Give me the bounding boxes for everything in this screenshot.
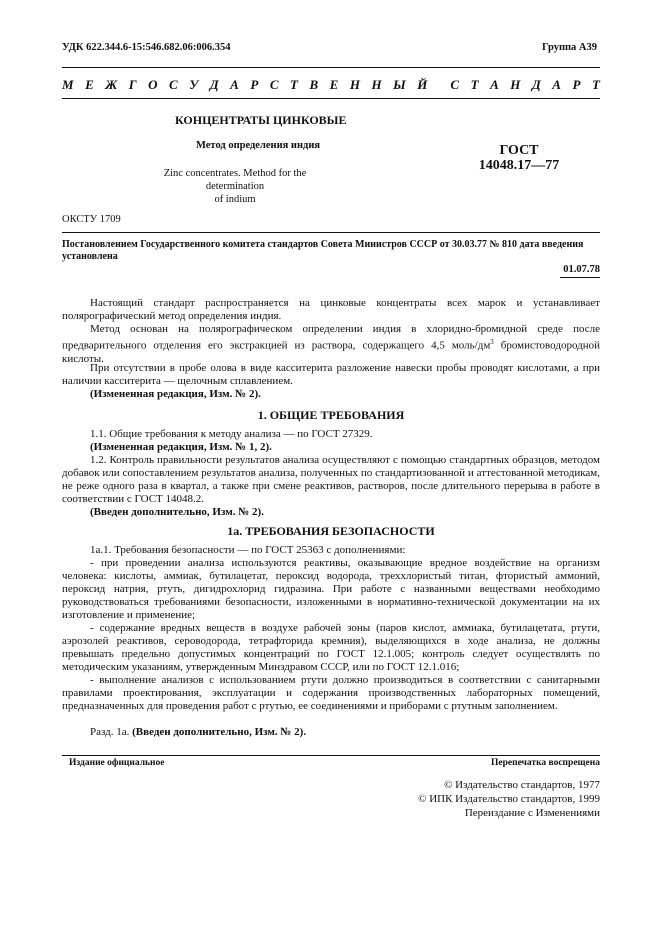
group-code: Группа А39 (541, 42, 597, 53)
bullet-item: - выполнение анализов с использованием ртути должно производиться в соответствии с санитарными правилами проектирования, эксплуатации и содержания производственных лабораторных помещений, предназначенных для проведения работ с ртутью, ее соединениями и приборами с ртутным заполнением. (62, 674, 600, 712)
revision-note: (Введен дополнительно, Изм. № 2). (132, 726, 307, 738)
banner-letter: О (148, 77, 158, 92)
english-title-line: of indium (214, 194, 256, 205)
banner-letter: Ж (105, 77, 118, 92)
english-title-line: Zinc concentrates. Method for the determination (163, 168, 307, 192)
document-title: КОНЦЕНТРАТЫ ЦИНКОВЫЕ (175, 113, 347, 127)
introduction-date: 01.07.78 (563, 264, 600, 275)
interstate-standard-banner (62, 77, 600, 93)
banner-letter: В (309, 77, 319, 92)
section-heading: 1. ОБЩИЕ ТРЕБОВАНИЯ (257, 408, 405, 422)
banner-letter: Т (591, 77, 600, 92)
banner-letter: Т (470, 77, 479, 92)
banner-letter: Т (290, 77, 298, 92)
divider (62, 67, 600, 68)
banner-letter: М (62, 77, 74, 92)
banner-letter: Е (329, 77, 339, 92)
banner-letter: Р (572, 77, 581, 92)
gost-number (474, 143, 564, 173)
intro-paragraph (62, 323, 600, 366)
copyright-block (418, 778, 600, 820)
date-underline (560, 277, 600, 278)
bullet-item: - при проведении анализа используются реактивы, оказывающие вредное воздействие на организм человека: кислоты, аммиак, бутилацетат, пероксид водорода, треххлористый титан, фтористый аммоний, пероксид натрия, ртуть, дигидрохлорид гидразина. При работе с названными веществами необходимо руководствоваться требованиями безопасности, изложенными в нормативно-технической документации на их изготовление и применение; (62, 557, 600, 621)
method-subtitle: Метод определения индия (196, 140, 321, 151)
udk-code: УДК 622.344.6-15:546.682.06:006.354 (62, 42, 231, 53)
gost-label: ГОСТ (499, 143, 539, 158)
section-heading: 1а. ТРЕБОВАНИЯ БЕЗОПАСНОСТИ (227, 524, 435, 538)
banner-letter: Р (250, 77, 259, 92)
intro-paragraph: Настоящий стандарт распространяется на цинковые концентраты всех марок и устанавливает полярографический метод определения индия. (62, 297, 600, 322)
copyright-line: © Издательство стандартов, 1977 (444, 779, 600, 791)
banner-letter: А (230, 77, 239, 92)
clause: 1.1. Общие требования к методу анализа — по ГОСТ 27329. (90, 428, 373, 440)
banner-letter: А (552, 77, 561, 92)
banner-letter: Н (349, 77, 360, 92)
reprint-notice: Перепечатка воспрещена (490, 758, 600, 768)
banner-letter: А (490, 77, 499, 92)
clause: 1.2. Контроль правильности результатов анализа осуществляют с помощью стандартных образцов, методом добавок или сопоставлением результатов анализа, полученных по стандартизованной и аттестованной методикам, не реже одного раза в квартал, а также при смене реактивов, растворов, после длительного перерыва в работе в соответствии с ГОСТ 14048.2. (62, 454, 600, 505)
section-reference (62, 726, 600, 739)
superscript: 3 (490, 338, 494, 346)
banner-letter: Г (128, 77, 137, 92)
divider (62, 98, 600, 99)
text-run: Метод основан на полярографическом определении индия в хлоридно-бромидной среде после предварительного отделения его экстракцией из раствора, содержащего 4,5 моль/дм (62, 323, 600, 352)
banner-letter: У (189, 77, 199, 92)
divider (62, 232, 600, 233)
text-run: бромистоводородной кислоты. (62, 339, 601, 365)
revision-note: (Измененная редакция, Изм. № 2). (90, 388, 261, 400)
divider (62, 755, 600, 756)
bullet-item: - содержание вредных веществ в воздухе рабочей зоны (паров кислот, аммиака, бутилацетата, ртути, аэрозолей реактивов, сероводорода, тетрафторида кремния), выделяющихся в ходе анализа, не должны превышать предельно допустимых концентраций по ГОСТ 12.1.005; контроль следует осуществлять по методическим указаниям, утвержденным Минздравом СССР, или по ГОСТ 12.1.016; (62, 622, 600, 673)
oksty-code: ОКСТУ 1709 (62, 214, 121, 225)
banner-letter: Д (531, 77, 541, 92)
banner-letter: Н (510, 77, 521, 92)
banner-letter: С (450, 77, 460, 92)
banner-letter: С (169, 77, 178, 92)
revision-note: (Измененная редакция, Изм. № 1, 2). (90, 441, 272, 453)
banner-letter: Ы (393, 77, 406, 92)
text-run: Разд. 1а. (90, 726, 133, 738)
gost-code: 14048.17—77 (478, 158, 560, 173)
banner-letter: Н (371, 77, 382, 92)
clause: 1а.1. Требования безопасности — по ГОСТ 25363 с дополнениями: (90, 544, 406, 556)
copyright-line: © ИПК Издательство стандартов, 1999 (418, 793, 600, 805)
reissue-note: Переиздание с Изменениями (464, 807, 600, 819)
banner-letter: Й (417, 77, 428, 92)
banner-letter: С (269, 77, 279, 92)
edition-label: Издание официальное (69, 758, 165, 768)
intro-paragraph: При отсутствии в пробе олова в виде касситерита разложение навески пробы проводят кислотами, а при наличии касситерита — щелочным сплавлением. (62, 362, 600, 387)
banner-letter: Е (85, 77, 94, 92)
english-title (150, 167, 320, 206)
banner-letter: Д (209, 77, 219, 92)
decree-text: Постановлением Государственного комитета стандартов Совета Министров СССР от 30.03.77 № 810 дата введения установлена (62, 239, 584, 262)
revision-note: (Введен дополнительно, Изм. № 2). (90, 506, 264, 518)
